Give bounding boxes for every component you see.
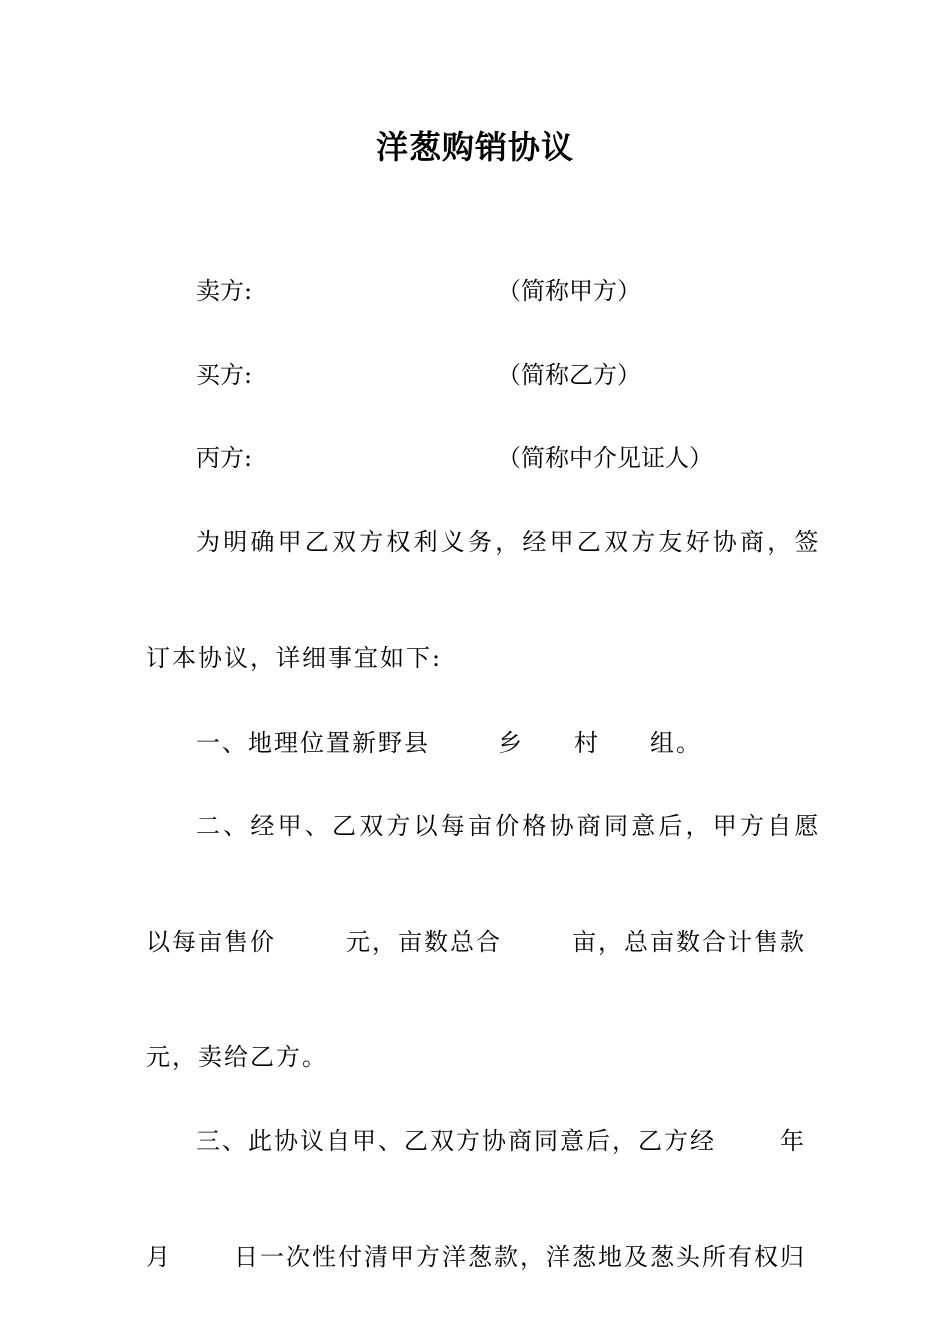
clause-1-cun: 村 [574,729,600,757]
clause-2-seg-a: 以每亩售价 [146,928,276,956]
clause-3-seg-a: 三、此协议自甲、乙双方协商同意后，乙方经 [196,1127,716,1155]
clause-1-zu: 组。 [650,729,702,757]
clause-3-seg-c: 月 [146,1243,172,1271]
clause-1-prefix: 一、地理位置新野县 [196,729,430,757]
clause-3-seg-b: 年 [780,1127,806,1155]
party-note: （简称乙方） [497,361,641,389]
clause-3-seg-d: 日一次性付清甲方洋葱款，洋葱地及葱头所有权归 [234,1243,806,1271]
clause-2-seg-c: 亩，总亩数合计售款 [572,928,806,956]
party-note: （简称中介见证人） [497,444,713,472]
party-label: 卖方: [196,277,253,305]
clause-1 [196,726,702,760]
clause-3-line-1 [196,1124,806,1158]
party-note: （简称甲方） [497,277,641,305]
clause-3-line-2 [146,1240,806,1274]
clause-2-seg-b: 元，亩数总合 [346,928,502,956]
clause-2-line-3: 元，卖给乙方。 [146,1043,328,1071]
party-label: 丙方: [196,444,253,472]
clause-2-line-2 [146,925,806,959]
clause-2-line-1: 二、经甲、乙双方以每亩价格协商同意后，甲方自愿 [196,812,822,840]
clause-1-xiang: 乡 [498,729,524,757]
intro-line-2: 订本协议，详细事宜如下: [146,644,443,672]
document-title: 洋葱购销协议 [375,128,574,166]
party-label: 买方: [196,361,253,389]
intro-line-1: 为明确甲乙双方权利义务，经甲乙双方友好协商，签 [196,528,822,556]
